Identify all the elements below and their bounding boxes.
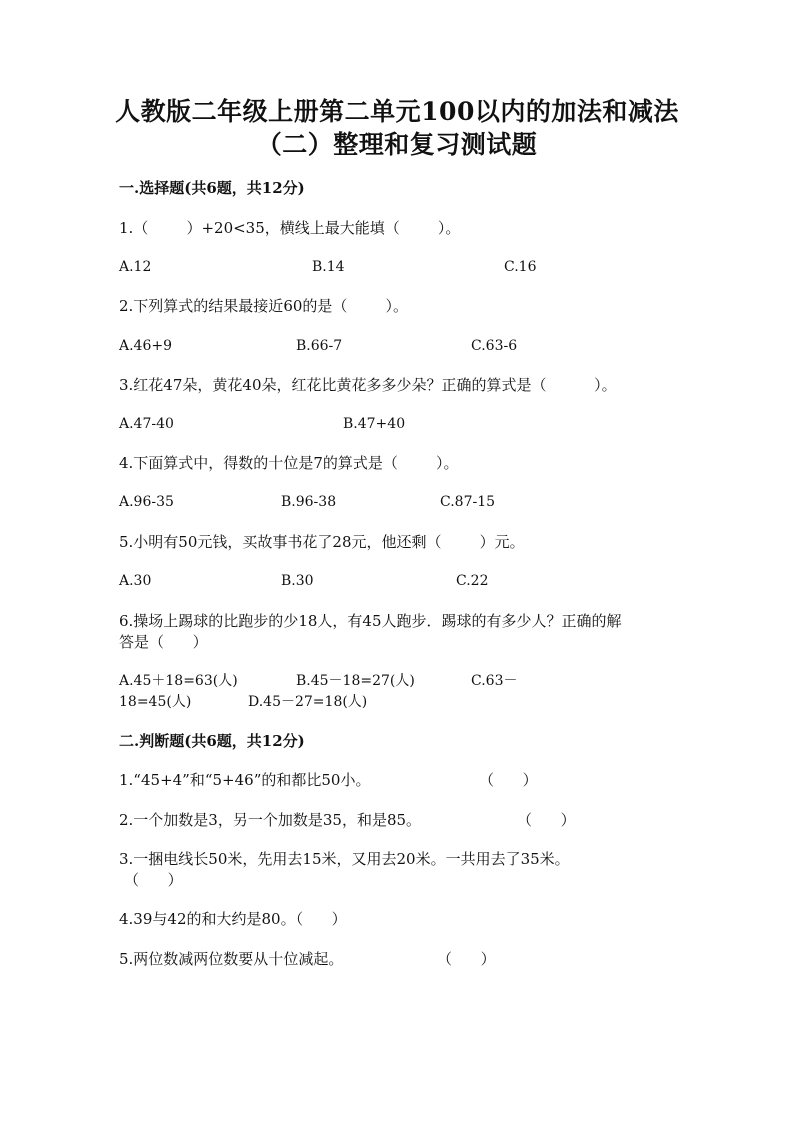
q3-option-a[interactable]: A.47-40 (119, 416, 174, 432)
q5-option-b[interactable]: B.30 (281, 573, 314, 589)
q6-option-c-part2[interactable]: 18=45(人) (119, 694, 192, 710)
q4-option-b[interactable]: B.96-38 (281, 494, 337, 510)
q4-option-c[interactable]: C.87-15 (440, 494, 496, 510)
tf-question-2: 2.一个加数是3，另一个加数是35，和是85。 (119, 811, 422, 829)
q2-option-a[interactable]: A.46+9 (119, 338, 173, 354)
tf-question-1: 1.“45+4”和“5+46”的和都比50小。 (119, 771, 371, 789)
question-6-line2: 答是（ ） (119, 633, 208, 651)
q4-option-a[interactable]: A.96-35 (119, 494, 174, 510)
q6-option-a[interactable]: A.45＋18=63(人) (119, 673, 238, 689)
q1-option-b[interactable]: B.14 (312, 259, 345, 275)
q5-option-a[interactable]: A.30 (119, 573, 152, 589)
tf-answer-1[interactable]: （ ） (479, 771, 538, 789)
question-2: 2.下列算式的结果最接近60的是（ ）。 (119, 297, 409, 315)
tf-question-4: 4.39与42的和大约是80。（ ） (119, 910, 347, 928)
tf-question-5: 5.两位数减两位数要从十位减起。 (119, 950, 344, 968)
section-heading-true-false: 二.判断题(共6题，共12分) (119, 732, 305, 750)
question-5: 5.小明有50元钱，买故事书花了28元，他还剩（ ）元。 (119, 533, 525, 551)
page-title-line1: 人教版二年级上册第二单元100以内的加法和减法 (115, 97, 679, 126)
tf-answer-2[interactable]: （ ） (517, 811, 576, 829)
question-1: 1.（ ）+20<35，横线上最大能填（ ）。 (119, 219, 461, 237)
question-4: 4.下面算式中，得数的十位是7的算式是（ ）。 (119, 454, 459, 472)
tf-answer-3[interactable]: （ ） (124, 871, 183, 889)
q6-option-c-part1[interactable]: C.63－ (471, 673, 518, 689)
tf-answer-5[interactable]: （ ） (437, 950, 496, 968)
q6-option-b[interactable]: B.45－18=27(人) (296, 673, 415, 689)
tf-question-3: 3.一捆电线长50米，先用去15米，又用去20米。一共用去了35米。 (119, 850, 570, 868)
q6-option-d[interactable]: D.45－27=18(人) (248, 694, 368, 710)
question-3: 3.红花47朵，黄花40朵，红花比黄花多多少朵？正确的算式是（ ）。 (119, 376, 617, 394)
page-title-line2: （二）整理和复习测试题 (256, 130, 538, 159)
q5-option-c[interactable]: C.22 (456, 573, 489, 589)
q3-option-b[interactable]: B.47+40 (343, 416, 406, 432)
question-6-line1: 6.操场上踢球的比跑步的少18人，有45人跑步．踢球的有多少人？正确的解 (119, 612, 622, 630)
q2-option-b[interactable]: B.66-7 (296, 338, 343, 354)
q1-option-a[interactable]: A.12 (119, 259, 152, 275)
q1-option-c[interactable]: C.16 (504, 259, 537, 275)
section-heading-multiple-choice: 一.选择题(共6题，共12分) (119, 179, 305, 197)
q2-option-c[interactable]: C.63-6 (471, 338, 518, 354)
